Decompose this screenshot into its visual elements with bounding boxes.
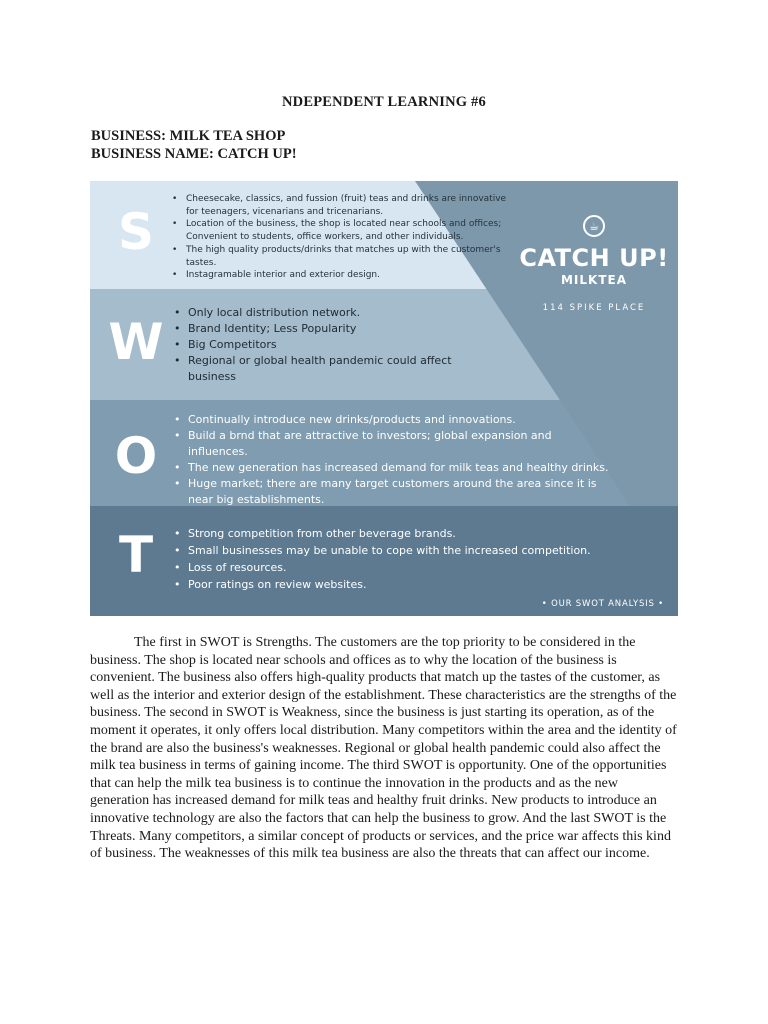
strength-item: • The high quality products/drinks that matches up with the customer's tastes. bbox=[172, 244, 512, 269]
swot-letter-o: O bbox=[114, 427, 158, 485]
body-paragraph-text: The first in SWOT is Strengths. The customers are the top priority to be considered in the business. The shop is located near schools and offices as to why the location of the business is convenient. The business also offers high-quality products that match up the tastes of the customer, as well as the interior and exterior design of the establishment. These characteristics are the strengths of the business. The second in SWOT is Weakness, since the business is just starting its operation, as of the moment it operates, it only offers local distribution. Many competitors within the area and the identity of the brand are also the business's weaknesses. Regional or global health pandemic could also affect the milk tea business in terms of gaining income. The third SWOT is opportunity. One of the opportunities that can help the milk tea business is to continue the innovation in the products and as the new generation has increased demand for milk teas and healthy fruit drinks. New products to introduce an innovative technology are also the factors that can help the business to grow. And the last SWOT is the Threats. Many competitors, a similar concept of products or services, and the price war affects this kind of business. The weaknesses of this milk tea business are also the threats that can affect our income. bbox=[90, 635, 677, 862]
cup-icon: ☕ bbox=[583, 215, 605, 237]
strengths-list bbox=[172, 193, 512, 282]
document-title: NDEPENDENT LEARNING #6 bbox=[282, 94, 486, 110]
strength-item: • Instagramable interior and exterior design. bbox=[172, 269, 512, 282]
threat-item: • Strong competition from other beverage brands. bbox=[174, 525, 614, 542]
opportunity-item: • Build a brnd that are attractive to investors; global expansion and influences. bbox=[174, 428, 614, 460]
strength-item: • Cheesecake, classics, and fussion (fruit) teas and drinks are innovative for teenagers, vicenarians and tricenarians. bbox=[172, 193, 512, 218]
weakness-item: • Only local distribution network. bbox=[174, 305, 464, 321]
body-paragraph bbox=[90, 634, 678, 863]
weaknesses-list bbox=[174, 305, 464, 385]
strength-item: • Location of the business, the shop is located near schools and offices; Convenient to students, office workers, and other individuals. bbox=[172, 218, 512, 243]
swot-footer-tag: • OUR SWOT ANALYSIS • bbox=[541, 599, 664, 609]
swot-letter-t: T bbox=[118, 526, 154, 584]
opportunity-item: • The new generation has increased demand for milk teas and healthy drinks. bbox=[174, 460, 614, 476]
swot-analysis-graphic bbox=[90, 181, 678, 616]
brand-subtitle: MILKTEA bbox=[560, 273, 628, 287]
business-type-line: BUSINESS: MILK TEA SHOP bbox=[91, 128, 286, 144]
brand-block bbox=[510, 215, 678, 313]
swot-letter-w: W bbox=[108, 313, 164, 371]
threats-list bbox=[174, 525, 614, 593]
swot-letter-s: S bbox=[117, 203, 154, 261]
weakness-item: • Regional or global health pandemic could affect business bbox=[174, 353, 464, 385]
weakness-item: • Big Competitors bbox=[174, 337, 464, 353]
business-name-line: BUSINESS NAME: CATCH UP! bbox=[91, 146, 297, 162]
opportunity-item: • Huge market; there are many target customers around the area since it is near big establishments. bbox=[174, 476, 614, 508]
threat-item: • Poor ratings on review websites. bbox=[174, 576, 614, 593]
brand-address: 114 SPIKE PLACE bbox=[542, 303, 646, 313]
weakness-item: • Brand Identity; Less Popularity bbox=[174, 321, 464, 337]
threat-item: • Small businesses may be unable to cope with the increased competition. bbox=[174, 542, 614, 559]
brand-name: CATCH UP! bbox=[519, 244, 669, 272]
threat-item: • Loss of resources. bbox=[174, 559, 614, 576]
opportunities-list bbox=[174, 412, 614, 508]
opportunity-item: • Continually introduce new drinks/products and innovations. bbox=[174, 412, 614, 428]
